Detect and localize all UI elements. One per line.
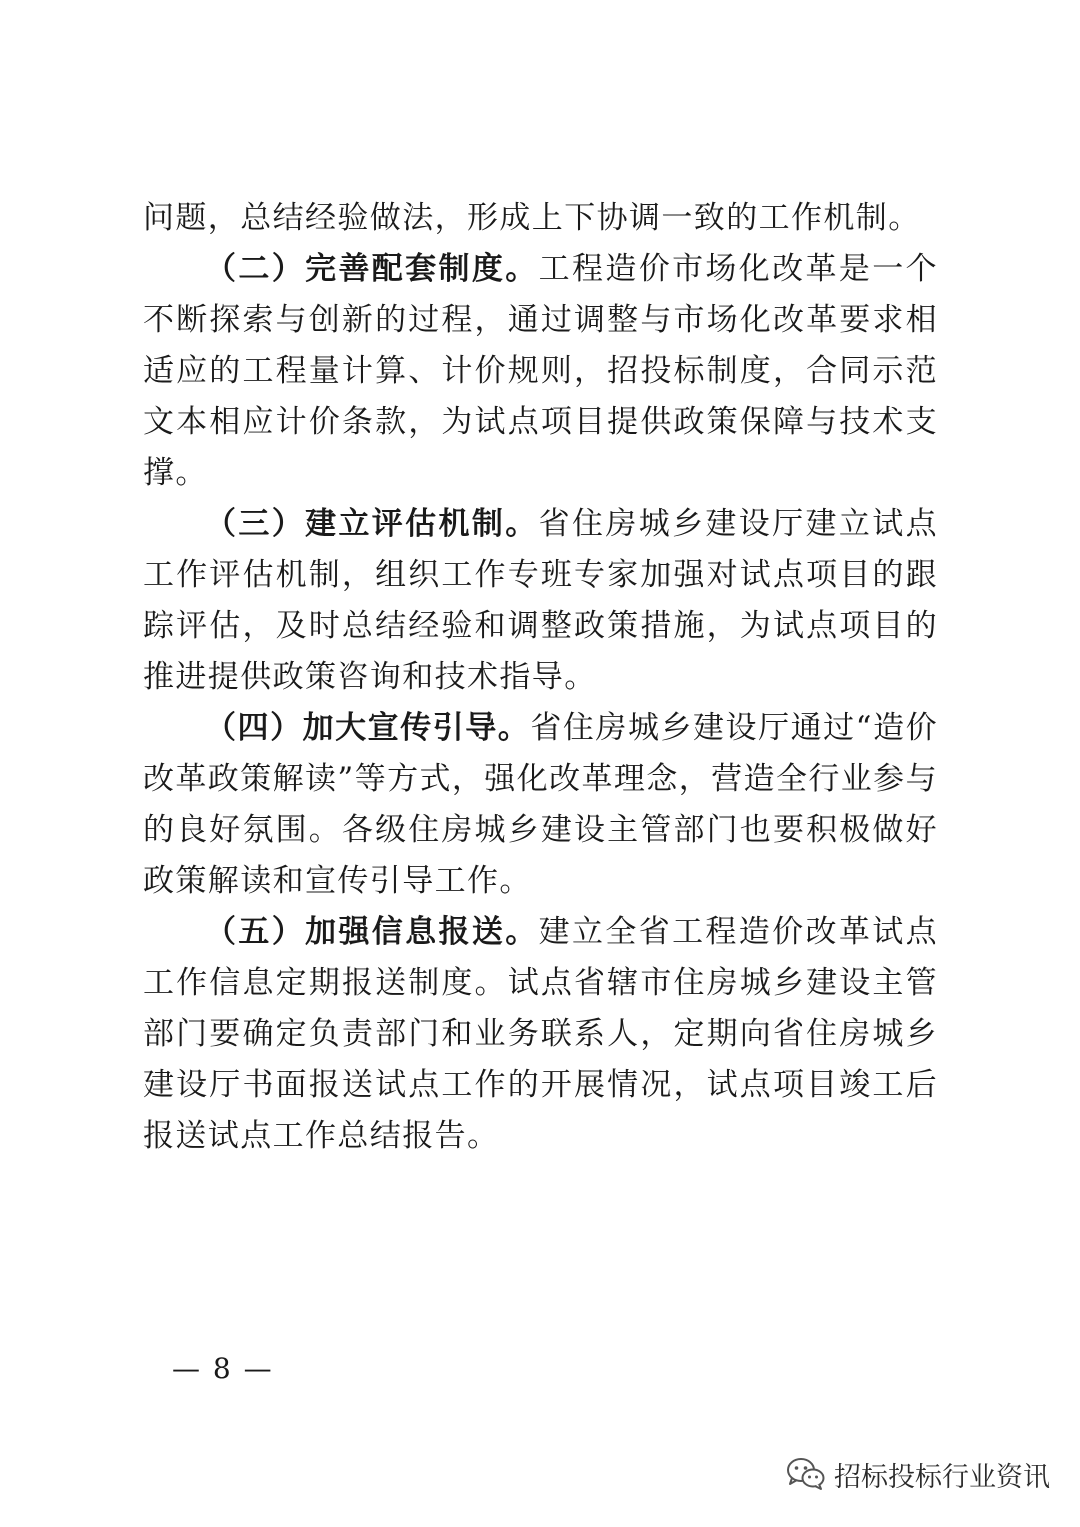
section-heading-2: （二）完善配套制度。 [205, 251, 539, 287]
section-heading-5: （五）加强信息报送。 [205, 914, 539, 950]
continuation-paragraph: 问题，总结经验做法，形成上下协调一致的工作机制。 [143, 200, 921, 236]
document-body [143, 193, 938, 1162]
source-watermark [786, 1452, 1050, 1496]
section-paragraph-4 [143, 703, 938, 907]
section-body-5: 建立全省工程造价改革试点工作信息定期报送制度。试点省辖市住房城乡建设主管部门要确定负责部门和业务联系人，定期向省住房城乡建设厅书面报送试点工作的开展情况，试点项目竣工后报送试点工作总结报告。 [143, 914, 938, 1154]
page-number: — 8 — [172, 1352, 274, 1385]
section-paragraph-3 [143, 499, 938, 703]
section-heading-4: （四）加大宣传引导。 [205, 710, 531, 746]
section-heading-3: （三）建立评估机制。 [205, 506, 539, 542]
section-body-4: 省住房城乡建设厅通过“造价改革政策解读”等方式，强化改革理念，营造全行业参与的良好氛围。各级住房城乡建设主管部门也要积极做好政策解读和宣传引导工作。 [143, 710, 939, 899]
section-paragraph-2 [143, 244, 938, 499]
section-paragraph-5 [143, 907, 938, 1162]
section-body-2: 工程造价市场化改革是一个不断探索与创新的过程，通过调整与市场化改革要求相适应的工程量计算、计价规则，招投标制度，合同示范文本相应计价条款，为试点项目提供政策保障与技术支撑。 [143, 251, 938, 491]
wechat-icon [786, 1457, 826, 1491]
watermark-text: 招标投标行业资讯 [834, 1461, 1050, 1493]
section-body-3: 省住房城乡建设厅建立试点工作评估机制，组织工作专班专家加强对试点项目的跟踪评估，及时总结经验和调整政策措施，为试点项目的推进提供政策咨询和技术指导。 [143, 506, 938, 695]
